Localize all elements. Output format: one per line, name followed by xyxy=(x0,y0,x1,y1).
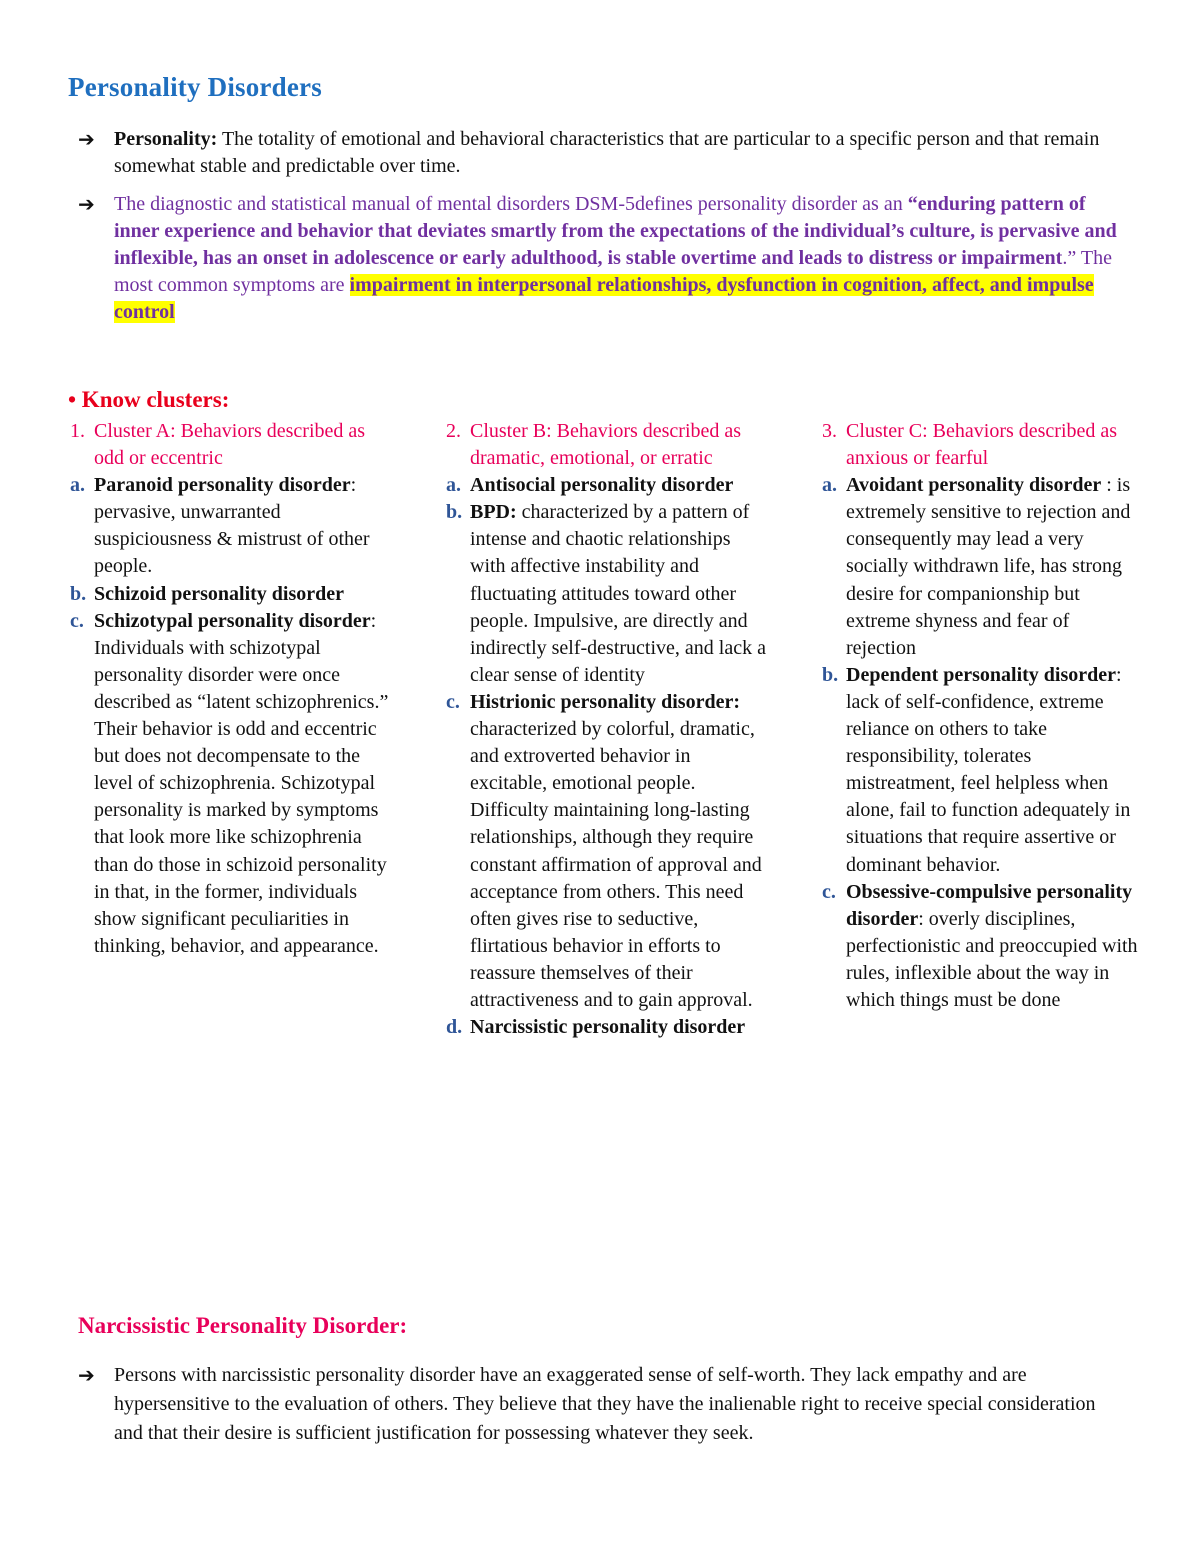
disorder-description: characterized by colorful, dramatic, and extroverted behavior in excitable, emotional people. Difficulty maintaining long-lasting relationships, although they require constant affirmation of approval and acceptance from others. This need often gives rise to seductive, flirtatious behavior in efforts to reassure themselves of their attractiveness and to gain approval. xyxy=(470,718,762,1011)
list-marker: a. xyxy=(822,474,837,497)
disorder-item xyxy=(446,1014,766,1041)
npd-description xyxy=(78,1361,1128,1448)
clusters-heading: • Know clusters: xyxy=(68,387,230,412)
cluster-number: 1. xyxy=(70,420,85,442)
disorder-name: Avoidant personality disorder xyxy=(846,474,1102,497)
disorder-item xyxy=(446,499,766,689)
list-marker: b. xyxy=(446,501,463,524)
definition-term: Personality: xyxy=(114,128,218,150)
disorder-description: : Individuals with schizotypal personality disorder were once described as “latent schizophrenics.” Their behavior is odd and eccentric but does not decompensate to the level of schizophrenia. Schizotypal personality is marked by symptoms that look more like schizophrenia than do those in schizoid personality in that, in the former, individuals show significant peculiarities in thinking, behavior, and appearance. xyxy=(94,609,389,957)
disorder-description: : overly disciplines, perfectionistic and preoccupied with rules, inflexible about the way in which things must be done xyxy=(846,907,1138,1011)
cluster-number: 2. xyxy=(446,420,461,442)
disorder-name: Schizotypal personality disorder xyxy=(94,609,371,632)
cluster-title: Cluster B: Behaviors described as dramatic, emotional, or erratic xyxy=(470,420,742,470)
disorder-name: Narcissistic personality disorder xyxy=(470,1016,746,1039)
disorder-name: Obsessive-compulsive personality disorder xyxy=(846,880,1133,930)
list-marker: a. xyxy=(446,474,461,497)
disorder-item xyxy=(822,879,1142,1014)
page-title: Personality Disorders xyxy=(68,72,322,102)
disorder-name: Histrionic personality disorder: xyxy=(470,690,740,713)
disorder-item xyxy=(822,662,1142,879)
cluster-a-column xyxy=(70,418,390,960)
definition-text: The totality of emotional and behavioral characteristics that are particular to a specific person and that remain somewhat stable and predictable over time. xyxy=(114,128,1100,177)
cluster-c-column xyxy=(822,418,1142,1014)
cluster-heading xyxy=(70,418,390,472)
npd-heading: Narcissistic Personality Disorder: xyxy=(78,1313,408,1338)
disorder-item xyxy=(446,689,766,1014)
arrow-bullet-icon: ➔ xyxy=(78,1363,95,1387)
dsm-intro: The diagnostic and statistical manual of mental disorders DSM-5defines personality disorder as an xyxy=(114,193,903,215)
disorder-name: Dependent personality disorder xyxy=(846,663,1116,686)
cluster-b-column xyxy=(446,418,766,1041)
disorder-item xyxy=(822,472,1142,662)
list-marker: c. xyxy=(822,880,836,903)
list-marker: d. xyxy=(446,1016,463,1039)
disorder-item xyxy=(70,608,390,960)
list-marker: b. xyxy=(822,663,839,686)
list-marker: c. xyxy=(446,690,460,713)
disorder-item xyxy=(70,472,390,580)
cluster-title: Cluster C: Behaviors described as anxious or fearful xyxy=(846,420,1118,470)
disorder-description: : is extremely sensitive to rejection and consequently may lead a very socially withdrawn life, has strong desire for companionship but extreme shyness and fear of rejection xyxy=(846,474,1131,659)
disorder-name: Schizoid personality disorder xyxy=(94,582,345,605)
disorder-name: Antisocial personality disorder xyxy=(470,474,734,497)
arrow-bullet-icon: ➔ xyxy=(78,192,95,216)
list-marker: c. xyxy=(70,609,84,632)
arrow-bullet-icon: ➔ xyxy=(78,127,95,151)
dsm-highlight: impairment in interpersonal relationships, dysfunction in cognition, affect, and impulse control xyxy=(114,274,1094,323)
list-marker: b. xyxy=(70,582,87,605)
npd-text: Persons with narcissistic personality disorder have an exaggerated sense of self-worth. They lack empathy and are hypersensitive to the evaluation of others. They believe that they have the inalienable right to receive special consideration and that their desire is sufficient justification for possessing whatever they seek. xyxy=(114,1364,1096,1444)
list-marker: a. xyxy=(70,474,85,497)
dsm-common-symptoms: The most common symptoms are xyxy=(114,247,1112,296)
dsm-quote-end: .” xyxy=(1062,247,1077,269)
cluster-number: 3. xyxy=(822,420,837,442)
disorder-item xyxy=(70,581,390,608)
dsm-quote: “enduring pattern of inner experience and behavior that deviates smartly from the expectations of the individual’s culture, is pervasive and inflexible, has an onset in adolescence or early adulthood, is stable overtime and leads to distress or impairment xyxy=(114,193,1117,269)
cluster-heading xyxy=(446,418,766,472)
cluster-title: Cluster A: Behaviors described as odd or eccentric xyxy=(94,420,366,470)
disorder-description: characterized by a pattern of intense and chaotic relationships with affective instability and fluctuating attitudes toward other people. Impulsive, are directly and indirectly self-destructive, and lack a clear sense of identity xyxy=(470,501,766,686)
cluster-heading xyxy=(822,418,1142,472)
disorder-description: : lack of self-confidence, extreme reliance on others to take responsibility, tolerates mistreatment, feel helpless when alone, fail to function adequately in situations that require assertive or dominant behavior. xyxy=(846,663,1131,876)
disorder-item xyxy=(446,472,766,499)
disorder-description: : pervasive, unwarranted suspiciousness & mistrust of other people. xyxy=(94,474,370,578)
dsm-definition xyxy=(78,191,1128,326)
personality-definition xyxy=(78,126,1128,180)
disorder-name: Paranoid personality disorder xyxy=(94,474,351,497)
disorder-name: BPD: xyxy=(470,501,517,524)
